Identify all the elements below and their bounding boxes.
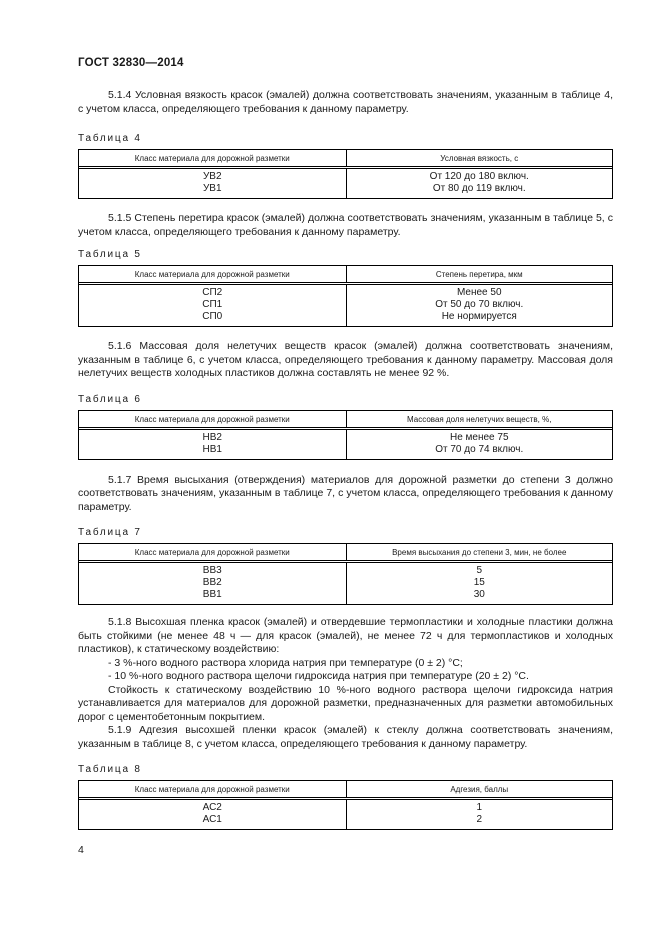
table-6-body bbox=[79, 430, 612, 459]
table-cell: Не менее 75 bbox=[449, 431, 509, 443]
table-8-value-column bbox=[346, 800, 613, 829]
table-5-col-header-value: Степень перетира, мкм bbox=[346, 266, 613, 282]
table-4 bbox=[78, 149, 613, 199]
table-7-col-header-value: Время высыхания до степени 3, мин, не более bbox=[346, 544, 613, 560]
table-cell: 30 bbox=[473, 589, 485, 600]
table-cell: От 70 до 74 включ. bbox=[435, 443, 524, 455]
table-cell: 2 bbox=[476, 814, 483, 825]
table-6-col-header-value: Массовая доля нелетучих веществ, %, bbox=[346, 411, 613, 427]
table-cell: ВВ1 bbox=[202, 589, 222, 600]
table-6-class-column bbox=[79, 430, 346, 459]
table-7-body bbox=[79, 563, 612, 604]
table-6 bbox=[78, 410, 613, 460]
table-cell: 1 bbox=[476, 802, 483, 813]
table-cell: От 50 до 70 включ. bbox=[435, 299, 524, 310]
table-4-label: Таблица 4 bbox=[78, 133, 142, 144]
table-cell: СП2 bbox=[202, 287, 223, 298]
table-cell: Менее 50 bbox=[456, 287, 502, 298]
table-6-header-row bbox=[79, 411, 612, 430]
table-5 bbox=[78, 265, 613, 327]
paragraph-5-1-9: 5.1.9 Адгезия высохшей пленки красок (эмалей) к стеклу должна соответствовать значениям, указанным в таблице 8, с учетом класса, определяющего требования к данному параметру. bbox=[78, 724, 613, 750]
table-7 bbox=[78, 543, 613, 605]
table-6-col-header-class: Класс материала для дорожной разметки bbox=[134, 414, 290, 424]
table-8-class-column bbox=[79, 800, 346, 829]
table-cell: Не нормируется bbox=[441, 311, 517, 322]
table-8-header-row bbox=[79, 781, 612, 800]
table-7-class-column bbox=[79, 563, 346, 604]
table-4-value-column bbox=[346, 169, 613, 198]
table-cell: УВ1 bbox=[202, 183, 222, 194]
table-cell: НВ2 bbox=[202, 431, 222, 443]
table-6-label: Таблица 6 bbox=[78, 393, 142, 405]
table-6-value-column bbox=[346, 430, 613, 459]
table-7-header-row bbox=[79, 544, 612, 563]
table-cell: СП0 bbox=[202, 311, 223, 322]
table-cell: От 120 до 180 включ. bbox=[429, 171, 529, 182]
document-header: ГОСТ 32830—2014 bbox=[78, 57, 184, 69]
paragraph-5-1-7: 5.1.7 Время высыхания (отверждения) материалов для дорожной разметки до степени 3 должно соответствовать значениям, указанным в таблице 7, с учетом класса, определяющего требования к данному параметру. bbox=[78, 473, 613, 513]
table-cell: СП1 bbox=[202, 299, 223, 310]
paragraph-5-1-6: 5.1.6 Массовая доля нелетучих веществ красок (эмалей) должна соответствовать значениям, указанным в таблице 6, с учетом класса, определяющего требования к данному параметру. Массовая доля нелетучих веществ холодных пластиков должна составлять не менее 92 %. bbox=[78, 340, 613, 379]
table-cell: АС2 bbox=[202, 802, 222, 813]
table-cell: ВВ3 bbox=[202, 565, 222, 576]
table-cell: 15 bbox=[473, 577, 485, 588]
paragraph-5-1-4: 5.1.4 Условная вязкость красок (эмалей) должна соответствовать значениям, указанным в таблице 4, с учетом класса, определяющего требования к данному параметру. bbox=[78, 89, 613, 115]
paragraph-5-1-8-note: Стойкость к статическому воздействию 10 %-ного водного раствора щелочи гидроксида натрия устанавливается для материалов для дорожной разметки, предназначенных для разметки автомобильных дорог с цементобетонным покрытием. bbox=[78, 683, 613, 723]
table-5-value-column bbox=[346, 285, 613, 326]
table-cell: 5 bbox=[476, 565, 483, 576]
table-8-label: Таблица 8 bbox=[78, 764, 142, 775]
table-8-col-header-class: Класс материала для дорожной разметки bbox=[134, 785, 290, 794]
table-8-body bbox=[79, 800, 612, 829]
table-cell: От 80 до 119 включ. bbox=[432, 183, 526, 194]
table-4-header-row bbox=[79, 150, 612, 169]
table-5-col-header-class: Класс материала для дорожной разметки bbox=[134, 270, 290, 279]
table-cell: ВВ2 bbox=[202, 577, 222, 588]
paragraph-5-1-8-item-1: - 3 %-ного водного раствора хлорида натрия при температуре (0 ± 2) °С; bbox=[108, 656, 463, 669]
table-5-class-column bbox=[79, 285, 346, 326]
table-4-body bbox=[79, 169, 612, 198]
table-cell: НВ1 bbox=[202, 443, 222, 455]
table-7-label: Таблица 7 bbox=[78, 527, 142, 538]
paragraph-5-1-8-intro: 5.1.8 Высохшая пленка красок (эмалей) и отвердевшие термопластики и холодные пластики должна быть стойкими (не менее 48 ч — для красок (эмалей), не менее 72 ч для термопластиков и холодных пластиков), к статическому воздействию: bbox=[78, 616, 613, 655]
table-4-col-header-value: Условная вязкость, с bbox=[346, 150, 613, 166]
table-5-body bbox=[79, 285, 612, 326]
table-cell: УВ2 bbox=[202, 171, 222, 182]
paragraph-5-1-8-item-2: - 10 %-ного водного раствора щелочи гидроксида натрия при температуре (20 ± 2) °С. bbox=[108, 670, 529, 682]
paragraph-5-1-5: 5.1.5 Степень перетира красок (эмалей) должна соответствовать значениям, указанным в таблице 5, с учетом класса, определяющего требования к данному параметру. bbox=[78, 212, 613, 238]
table-7-value-column bbox=[346, 563, 613, 604]
page-number: 4 bbox=[78, 844, 84, 856]
table-8-col-header-value: Адгезия, баллы bbox=[346, 781, 613, 797]
table-4-col-header-class: Класс материала для дорожной разметки bbox=[134, 154, 290, 163]
table-4-class-column bbox=[79, 169, 346, 198]
table-cell: АС1 bbox=[202, 814, 222, 825]
table-5-label: Таблица 5 bbox=[78, 249, 142, 260]
table-7-col-header-class: Класс материала для дорожной разметки bbox=[134, 548, 290, 557]
table-5-header-row bbox=[79, 266, 612, 285]
table-8 bbox=[78, 780, 613, 830]
